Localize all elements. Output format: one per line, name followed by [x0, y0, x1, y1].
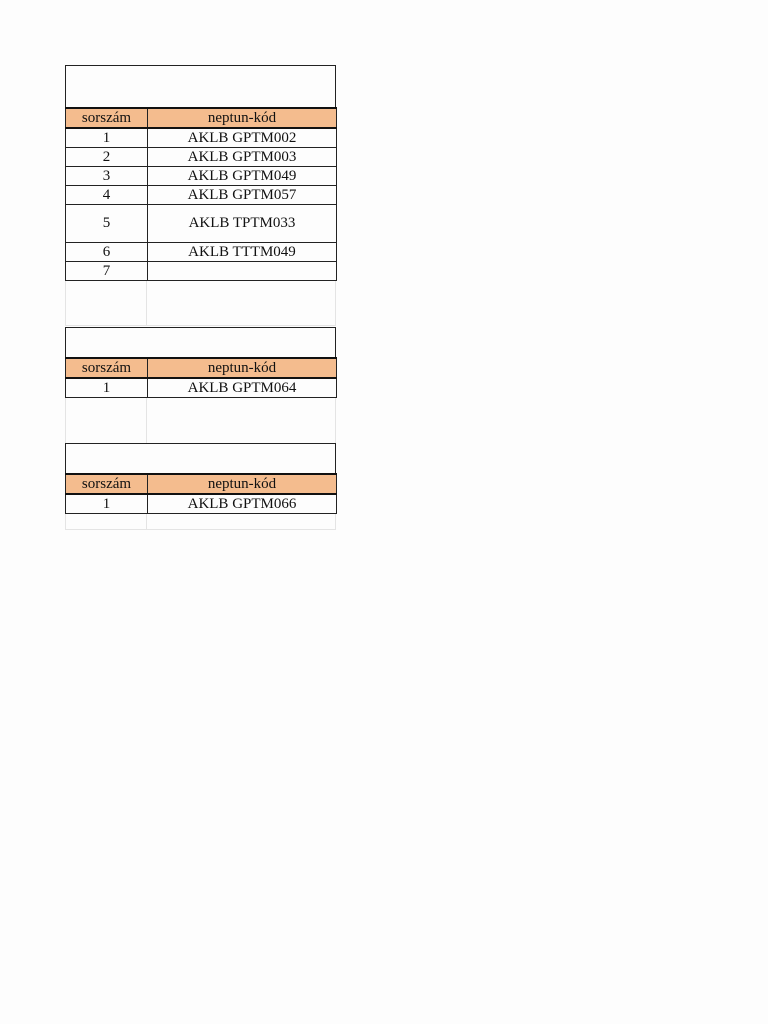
row-number-cell: 1 [66, 494, 148, 514]
neptun-code-cell: AKLB TTTM049 [148, 243, 337, 262]
table-row [66, 148, 337, 167]
table-header-row [66, 358, 337, 378]
column-header-code: neptun-kód [148, 108, 337, 128]
empty-gridlines [65, 398, 336, 444]
table-row [66, 186, 337, 205]
column-header-number: sorszám [66, 108, 148, 128]
empty-gridlines [65, 514, 336, 530]
neptun-code-cell: AKLB GPTM057 [148, 186, 337, 205]
section-2-table [65, 357, 337, 398]
table-row [66, 167, 337, 186]
row-number-cell: 6 [66, 243, 148, 262]
row-number-cell: 1 [66, 378, 148, 398]
section-1-title-box [65, 65, 336, 107]
empty-cell [147, 398, 336, 444]
table-header-row [66, 474, 337, 494]
row-number-cell: 7 [66, 262, 148, 281]
column-header-number: sorszám [66, 358, 148, 378]
table-row [66, 494, 337, 514]
empty-gridlines [65, 281, 336, 326]
section-1 [65, 65, 336, 326]
empty-cell [65, 281, 147, 326]
section-2 [65, 327, 336, 444]
row-number-cell: 4 [66, 186, 148, 205]
column-header-number: sorszám [66, 474, 148, 494]
neptun-code-cell: AKLB GPTM066 [148, 494, 337, 514]
row-number-cell: 3 [66, 167, 148, 186]
empty-cell [147, 281, 336, 326]
table-header-row [66, 108, 337, 128]
empty-cell [65, 398, 147, 444]
empty-cell [65, 514, 147, 530]
section-3-title-box [65, 443, 336, 473]
empty-cell [147, 514, 336, 530]
row-number-cell: 1 [66, 128, 148, 148]
column-header-code: neptun-kód [148, 474, 337, 494]
table-row [66, 205, 337, 243]
row-number-cell: 5 [66, 205, 148, 243]
section-3 [65, 443, 336, 530]
table-row [66, 262, 337, 281]
table-row [66, 378, 337, 398]
section-1-table [65, 107, 337, 281]
neptun-code-cell: AKLB GPTM002 [148, 128, 337, 148]
neptun-code-cell: AKLB GPTM064 [148, 378, 337, 398]
column-header-code: neptun-kód [148, 358, 337, 378]
table-row [66, 128, 337, 148]
table-row [66, 243, 337, 262]
section-3-table [65, 473, 337, 514]
neptun-code-cell: AKLB GPTM049 [148, 167, 337, 186]
neptun-code-cell [148, 262, 337, 281]
row-number-cell: 2 [66, 148, 148, 167]
neptun-code-cell: AKLB GPTM003 [148, 148, 337, 167]
section-2-title-box [65, 327, 336, 357]
neptun-code-cell: AKLB TPTM033 [148, 205, 337, 243]
